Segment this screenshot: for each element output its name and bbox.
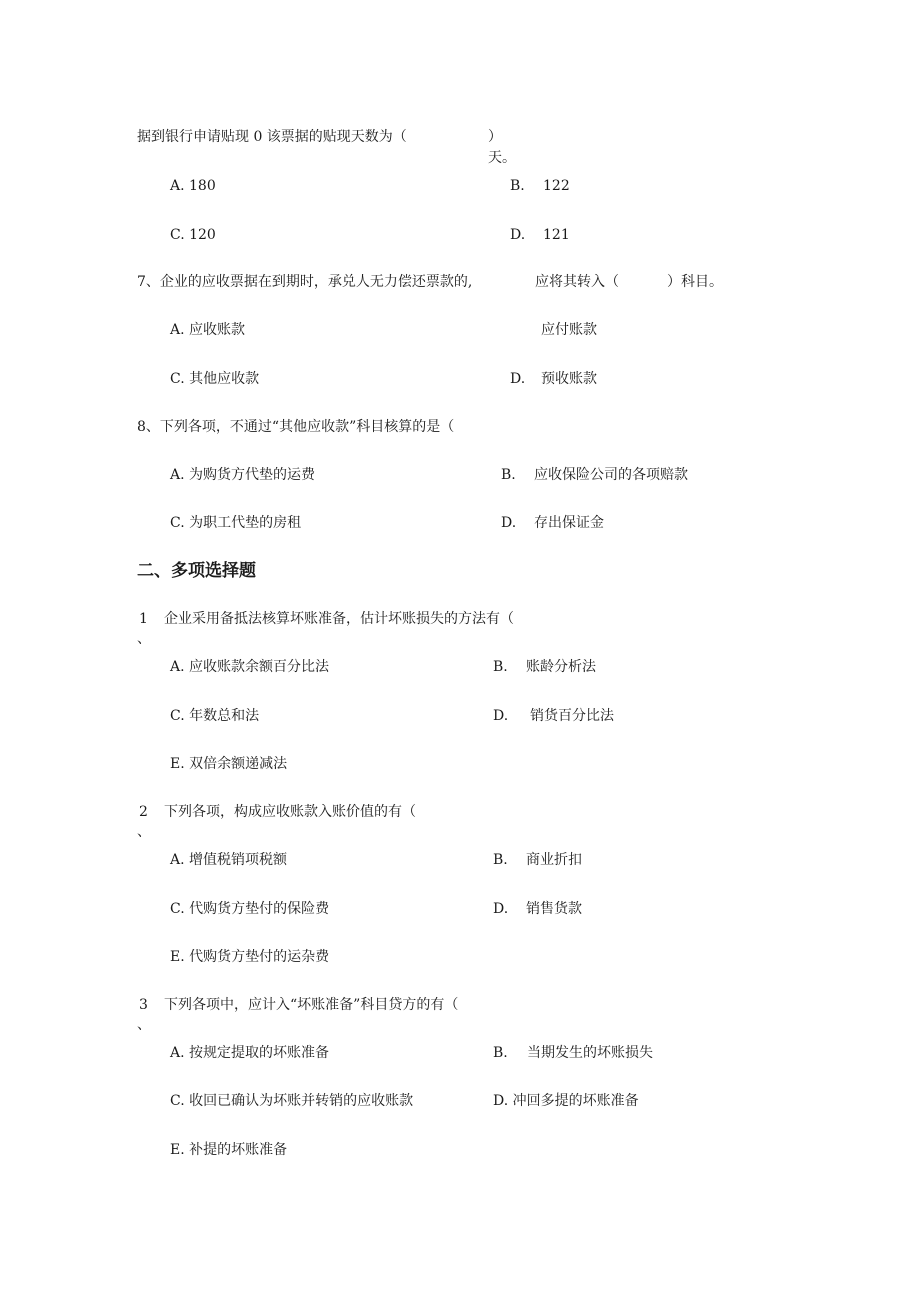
- q8-stem: 8、下列各项，不通过“其他应收款”科目核算的是（: [137, 419, 455, 435]
- m1-number: 1: [139, 611, 148, 627]
- m1-option-e: E. 双倍余额递减法: [170, 756, 288, 772]
- m1-option-a: A. 应收账款余额百分比法: [170, 659, 330, 675]
- m3-number-mark: 、: [137, 1017, 151, 1033]
- q7-option-a: A. 应收账款: [170, 322, 246, 338]
- m2-option-e: E. 代购货方垫付的运杂费: [170, 949, 330, 965]
- q8-option-c: C. 为职工代垫的房租: [170, 515, 302, 531]
- q6-option-b-label: B.: [510, 178, 525, 194]
- m3-option-b-label: B.: [493, 1045, 508, 1061]
- q7-stem: 7、企业的应收票据在到期时，承兑人无力偿还票款的,: [137, 274, 473, 290]
- m2-number-mark: 、: [137, 824, 151, 840]
- m3-stem: 下列各项中，应计入“坏账准备”科目贷方的有（: [164, 997, 459, 1013]
- q7-stem-mid: 应将其转入（: [535, 274, 619, 290]
- m1-option-d: 销货百分比法: [530, 708, 614, 724]
- m1-option-c: C. 年数总和法: [170, 708, 260, 724]
- q6-option-c: C. 120: [170, 227, 216, 243]
- q8-option-b-label: B.: [501, 467, 516, 483]
- m2-stem: 下列各项，构成应收账款入账价值的有（: [164, 804, 416, 820]
- q7-option-b: 应付账款: [541, 322, 597, 338]
- q7-option-d-label: D.: [510, 371, 526, 387]
- m3-option-e: E. 补提的坏账准备: [170, 1142, 288, 1158]
- q6-stem-close-paren: ）: [488, 129, 502, 145]
- q8-option-d-label: D.: [501, 515, 517, 531]
- q6-option-b: 122: [543, 178, 570, 194]
- q8-option-d: 存出保证金: [534, 515, 604, 531]
- m2-option-d: 销售货款: [526, 901, 582, 917]
- q6-option-a: A. 180: [170, 178, 216, 194]
- m3-option-a: A. 按规定提取的坏账准备: [170, 1045, 330, 1061]
- m1-option-b: 账龄分析法: [526, 659, 596, 675]
- m2-option-b-label: B.: [493, 852, 508, 868]
- m1-option-d-label: D.: [493, 708, 509, 724]
- q6-option-d: 121: [543, 227, 570, 243]
- m2-option-d-label: D.: [493, 901, 509, 917]
- q7-stem-end: ）科目。: [667, 274, 723, 290]
- m3-option-b: 当期发生的坏账损失: [527, 1045, 653, 1061]
- q8-option-a: A. 为购货方代垫的运费: [170, 467, 316, 483]
- m1-number-mark: 、: [137, 631, 151, 647]
- q6-option-d-label: D.: [510, 227, 526, 243]
- m3-option-d: D. 冲回多提的坏账准备: [493, 1093, 639, 1109]
- m2-number: 2: [139, 804, 148, 820]
- section-heading: 二、多项选择题: [137, 561, 256, 581]
- m3-number: 3: [139, 997, 148, 1013]
- m3-option-c: C. 收回已确认为坏账并转销的应收账款: [170, 1093, 414, 1109]
- q7-option-c: C. 其他应收款: [170, 371, 260, 387]
- q6-stem-end: 天。: [488, 150, 516, 166]
- q7-option-d: 预收账款: [541, 371, 597, 387]
- m2-option-b: 商业折扣: [526, 852, 582, 868]
- m2-option-c: C. 代购货方垫付的保险费: [170, 901, 330, 917]
- m2-option-a: A. 增值税销项税额: [170, 852, 288, 868]
- m1-stem: 企业采用备抵法核算坏账准备，估计坏账损失的方法有（: [164, 611, 514, 627]
- q8-option-b: 应收保险公司的各项赔款: [534, 467, 688, 483]
- q6-stem: 据到银行申请贴现 0 该票据的贴现天数为（: [137, 129, 407, 145]
- m1-option-b-label: B.: [493, 659, 508, 675]
